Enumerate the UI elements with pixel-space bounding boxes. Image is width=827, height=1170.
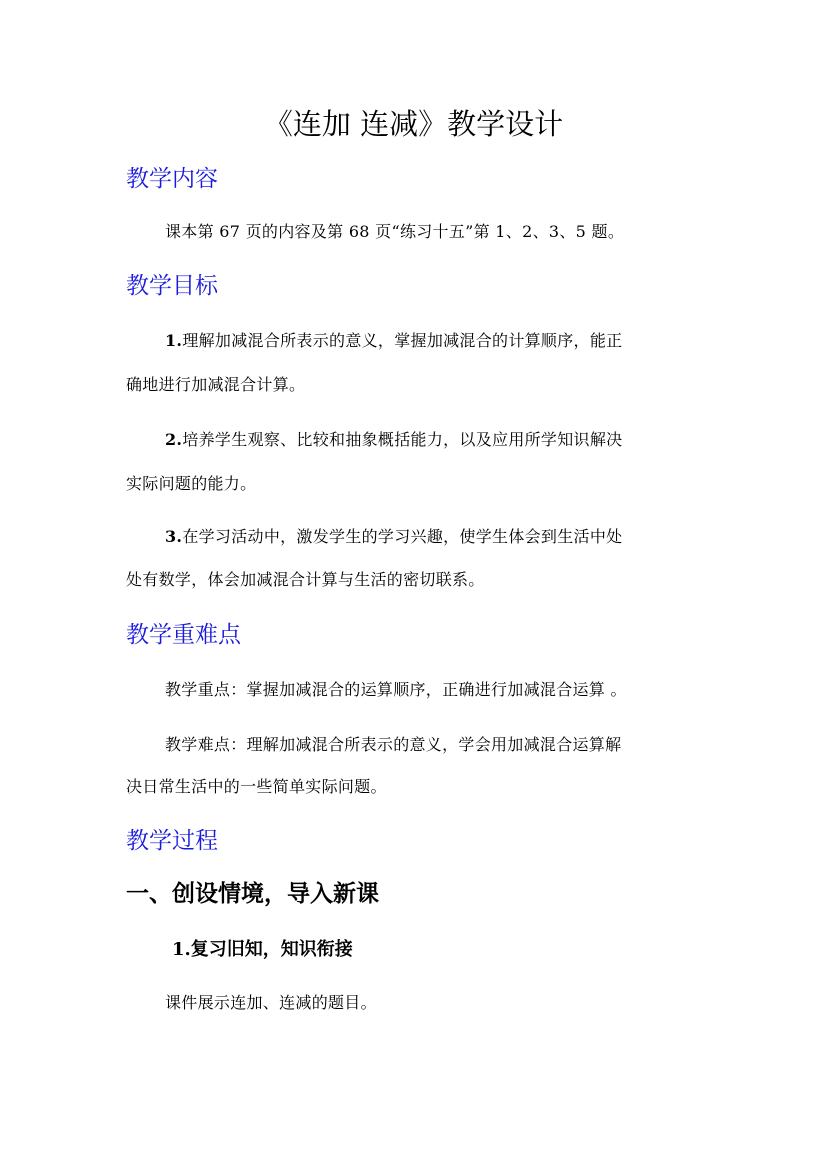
goal-2-text: 培养学生观察、比较和抽象概括能力，以及应用所学知识解决 [182, 430, 623, 449]
section-heading-key-points: 教学重难点 [126, 622, 241, 648]
section-heading-content: 教学内容 [126, 166, 218, 192]
goal-3-line2: 处有数学，体会加减混合计算与生活的密切联系。 [126, 570, 485, 589]
goal-3-text: 在学习活动中，激发学生的学习兴趣，使学生体会到生活中处 [182, 527, 623, 546]
goal-1-text: 理解加减混合所表示的意义，掌握加减混合的计算顺序，能正 [182, 331, 623, 350]
process-step1-text: 课件展示连加、连减的题目。 [165, 993, 377, 1012]
goal-3-number: 3. [165, 527, 183, 546]
key-difficulty-line2: 决日常生活中的一些简单实际问题。 [126, 777, 387, 796]
goal-1-line1 [165, 331, 622, 351]
document-title: 《连加 连减》教学设计 [263, 107, 564, 141]
process-step1-heading: 1.复习旧知，知识衔接 [172, 939, 353, 960]
section-heading-goals: 教学目标 [126, 273, 218, 299]
goal-2-line2: 实际问题的能力。 [126, 474, 257, 493]
section-heading-process: 教学过程 [126, 828, 218, 854]
key-focus-text: 教学重点：掌握加减混合的运算顺序，正确进行加减混合运算 。 [165, 680, 627, 699]
content-text: 课本第 67 页的内容及第 68 页“练习十五”第 1、2、3、5 题。 [165, 222, 625, 241]
goal-2-line1 [165, 430, 622, 450]
key-difficulty-line1: 教学难点：理解加减混合所表示的意义，学会用加减混合运算解 [165, 735, 622, 754]
process-part1-heading: 一、创设情境，导入新课 [126, 880, 379, 907]
goal-1-line2: 确地进行加减混合计算。 [126, 375, 306, 394]
goal-3-line1 [165, 527, 622, 547]
goal-2-number: 2. [165, 430, 183, 449]
goal-1-number: 1. [165, 331, 183, 350]
